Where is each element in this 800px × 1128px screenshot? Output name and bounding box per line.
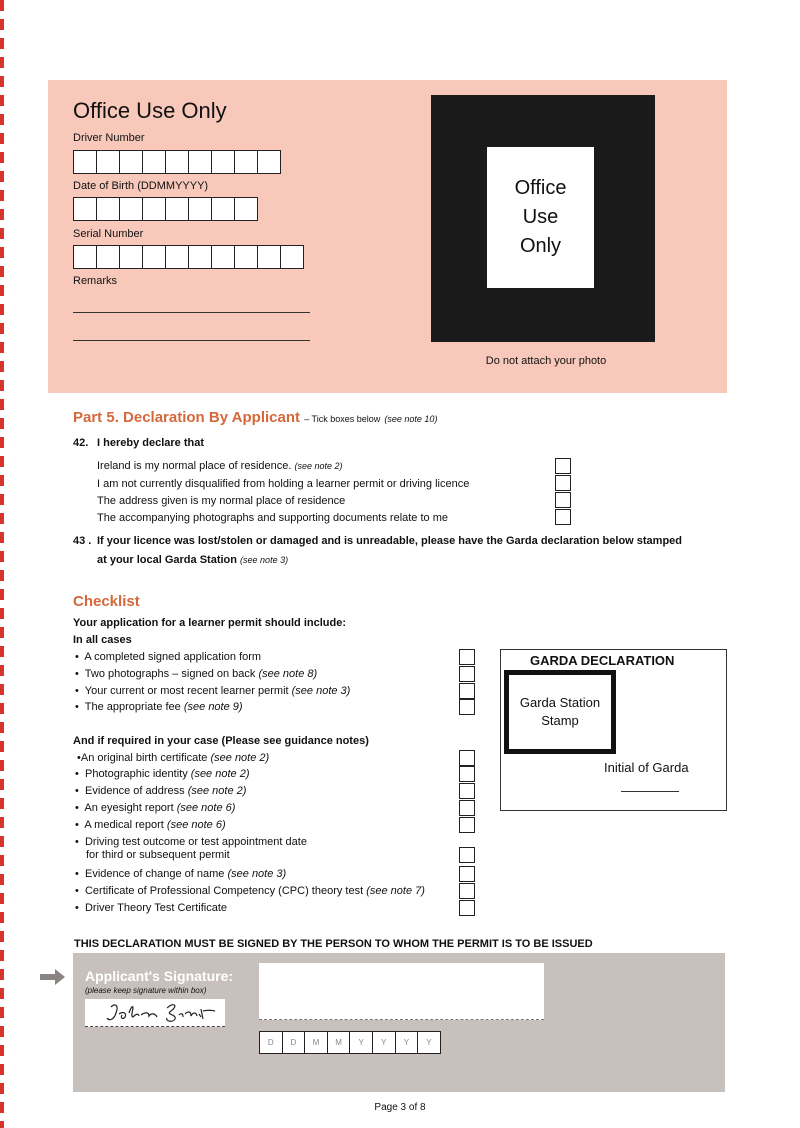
checklist-item: • Photographic identity (see note 2) <box>75 768 250 780</box>
checklist-item-continuation: for third or subsequent permit <box>86 849 230 861</box>
declaration-checkbox[interactable] <box>555 509 571 525</box>
dob-boxes[interactable] <box>73 197 258 221</box>
declaration-item: Ireland is my normal place of residence. (see note 2) <box>97 460 343 472</box>
checklist-item: • The appropriate fee (see note 9) <box>75 701 243 713</box>
arrow-right-icon <box>40 968 66 986</box>
q43-line-1: If your licence was lost/stolen or damaged and is unreadable, please have the Garda declaration below stamped <box>97 535 683 547</box>
checklist-item: • A medical report (see note 6) <box>75 819 226 831</box>
q42-number: 42. <box>73 437 89 449</box>
q42-text: I hereby declare that <box>97 437 204 449</box>
signature-input-box[interactable] <box>259 963 544 1020</box>
q43-line-2: at your local Garda Station (see note 3) <box>97 554 289 566</box>
driver-number-boxes[interactable] <box>73 150 281 174</box>
checklist-checkbox[interactable] <box>459 783 475 799</box>
dob-label: Date of Birth (DDMMYYYY) <box>73 180 209 192</box>
checklist-checkbox[interactable] <box>459 766 475 782</box>
q43-number: 43 . <box>73 535 92 547</box>
checklist-item: • A completed signed application form <box>75 651 262 663</box>
checklist-checkbox[interactable] <box>459 699 475 715</box>
office-use-title: Office Use Only <box>73 98 227 123</box>
cut-line <box>0 0 4 1128</box>
checklist-checkbox[interactable] <box>459 900 475 916</box>
remarks-line-1[interactable] <box>73 312 310 313</box>
checklist-intro: Your application for a learner permit should include: <box>73 617 347 629</box>
signature-declaration: THIS DECLARATION MUST BE SIGNED BY THE PERSON TO WHOM THE PERMIT IS TO BE ISSUED <box>74 938 593 950</box>
declaration-item: The accompanying photographs and supporting documents relate to me <box>97 512 448 524</box>
all-cases-label: In all cases <box>73 634 132 646</box>
garda-stamp-box <box>504 670 616 754</box>
remarks-label: Remarks <box>73 275 118 287</box>
page-number: Page 3 of 8 <box>374 1102 426 1113</box>
signature-example <box>85 999 225 1027</box>
declaration-checkbox[interactable] <box>555 492 571 508</box>
checklist-checkbox[interactable] <box>459 683 475 699</box>
signature-note: (please keep signature within box) <box>85 986 207 995</box>
part5-heading-text: Part 5. Declaration By Applicant <box>73 409 301 426</box>
part5-note-ref: (see note 10) <box>384 414 438 424</box>
signature-panel <box>73 953 725 1092</box>
checklist-checkbox[interactable] <box>459 866 475 882</box>
checklist-item: • Driving test outcome or test appointment date <box>75 836 307 848</box>
garda-title: GARDA DECLARATION <box>530 653 675 668</box>
photo-box-inner <box>487 147 594 288</box>
garda-initial-label: Initial of Garda <box>604 760 689 775</box>
checklist-checkbox[interactable] <box>459 817 475 833</box>
declaration-item: I am not currently disqualified from holding a learner permit or driving licence <box>97 478 470 490</box>
garda-initial-line[interactable] <box>621 791 679 792</box>
part5-heading <box>73 409 437 426</box>
checklist-checkbox[interactable] <box>459 666 475 682</box>
signature-label: Applicant's Signature: <box>85 968 234 984</box>
photo-box-text: Office Use Only <box>514 177 567 257</box>
declaration-checkbox[interactable] <box>555 458 571 474</box>
driver-number-label: Driver Number <box>73 132 145 144</box>
checklist-item: • Evidence of address (see note 2) <box>75 785 247 797</box>
signature-date-boxes[interactable]: D D M M Y Y Y Y <box>259 1031 441 1054</box>
checklist-checkbox[interactable] <box>459 847 475 863</box>
checklist-checkbox[interactable] <box>459 800 475 816</box>
remarks-line-2[interactable] <box>73 340 310 341</box>
checklist-item: • Certificate of Professional Competency (CPC) theory test (see note 7) <box>75 885 425 897</box>
part5-tick-note: – Tick boxes below <box>304 414 381 424</box>
garda-declaration-box <box>500 649 727 811</box>
declaration-item: The address given is my normal place of residence <box>97 495 346 507</box>
checklist-checkbox[interactable] <box>459 750 475 766</box>
declaration-checkbox[interactable] <box>555 475 571 491</box>
serial-number-label: Serial Number <box>73 228 144 240</box>
checklist-item: • Evidence of change of name (see note 3) <box>75 868 287 880</box>
photo-note: Do not attach your photo <box>485 355 607 367</box>
garda-stamp-label: Garda Station Stamp <box>519 695 601 728</box>
if-required-label: And if required in your case (Please see guidance notes) <box>73 735 369 747</box>
checklist-item: • Two photographs – signed on back (see note 8) <box>75 668 318 680</box>
signature-example-icon <box>85 999 225 1027</box>
checklist-item: • An eyesight report (see note 6) <box>75 802 236 814</box>
signature-example-line <box>85 1026 225 1027</box>
checklist-checkbox[interactable] <box>459 649 475 665</box>
checklist-item: •An original birth certificate (see note 2) <box>77 752 270 764</box>
serial-number-boxes[interactable] <box>73 245 304 269</box>
photo-box <box>431 95 655 342</box>
checklist-checkbox[interactable] <box>459 883 475 899</box>
checklist-heading: Checklist <box>73 593 140 610</box>
checklist-item: • Your current or most recent learner permit (see note 3) <box>75 685 351 697</box>
checklist-item: • Driver Theory Test Certificate <box>75 902 228 914</box>
